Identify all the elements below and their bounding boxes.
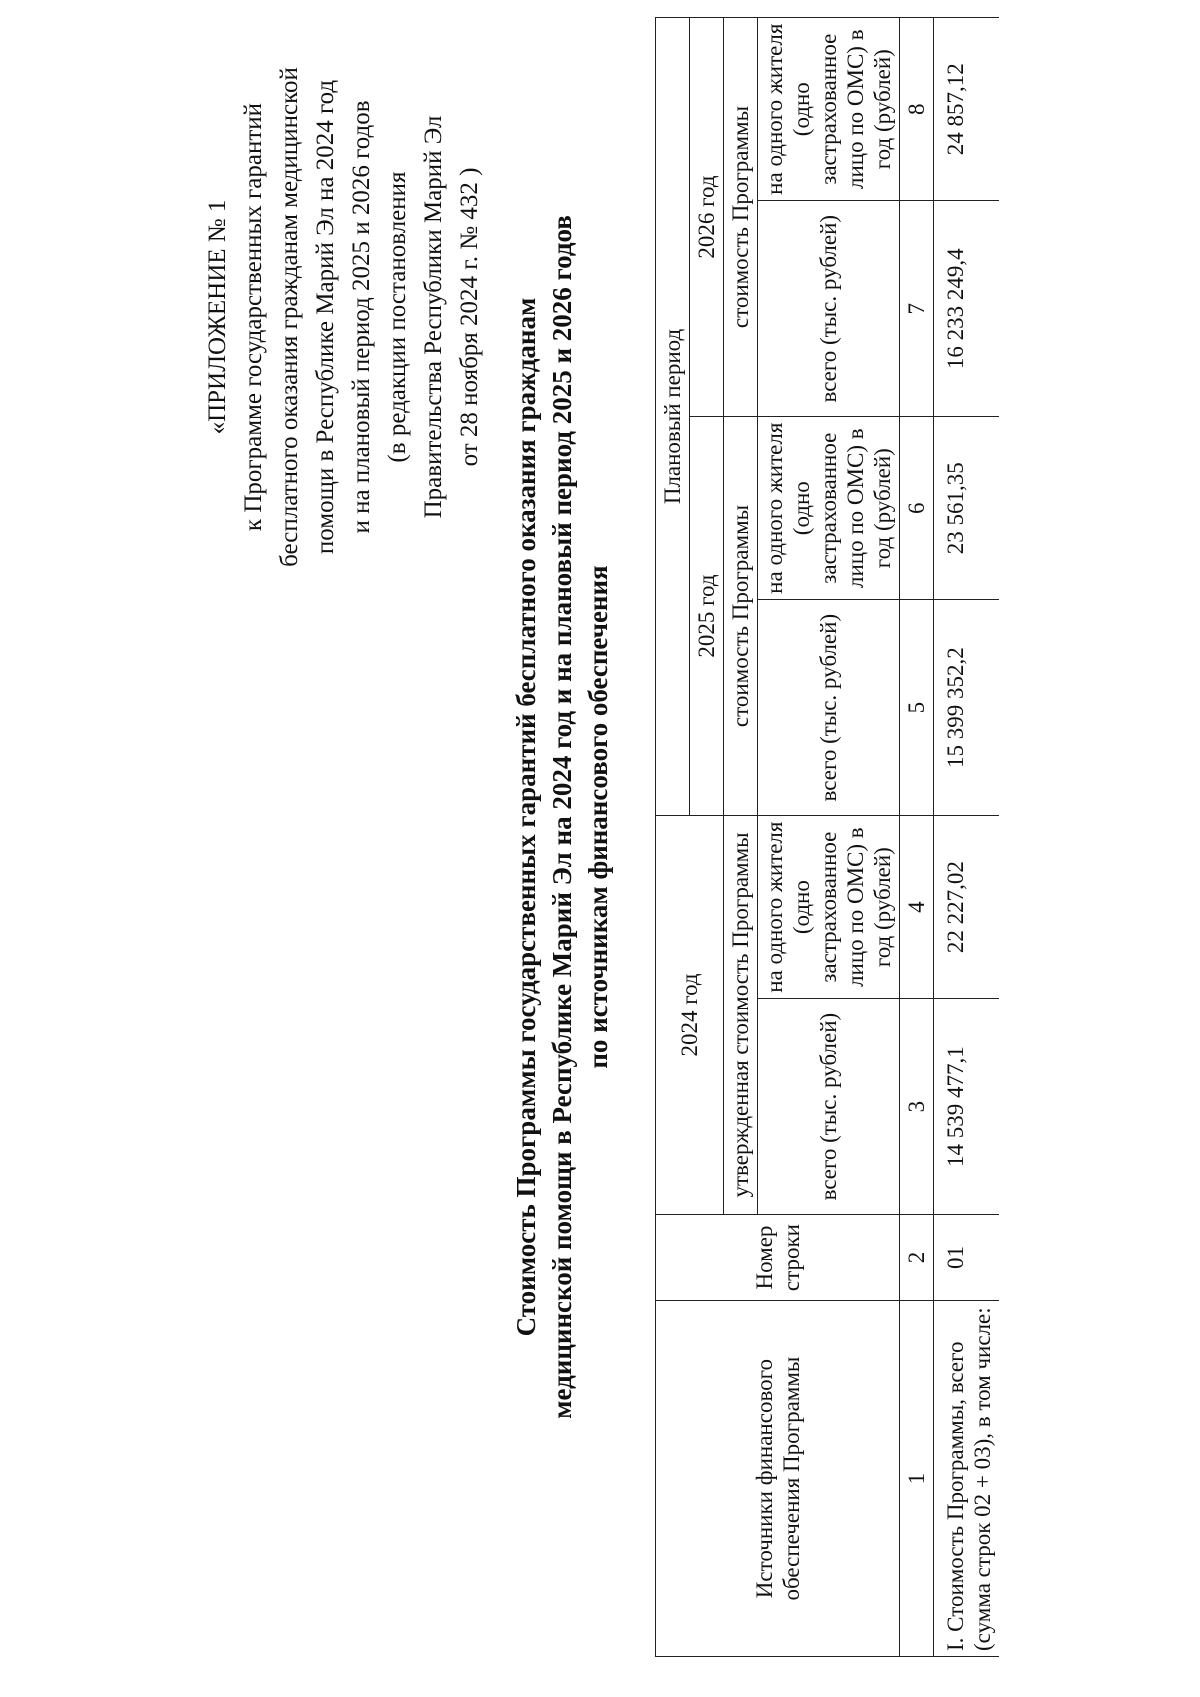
- column-number: 2: [900, 1214, 934, 1300]
- appendix-line: к Программе государственных гарантий: [240, 102, 267, 532]
- row-total-2025: 15 399 352,2: [934, 600, 1000, 816]
- header-total-2024: всего (тыс. рублей): [758, 999, 900, 1215]
- appendix-line: Правительства Республики Марий Эл: [420, 115, 447, 519]
- title-line: медицинской помощи в Республике Марий Эл на 2024 год и на плановый период 2025 и 2026 годов: [547, 215, 577, 1419]
- header-row-number: Номер строки: [656, 1214, 900, 1300]
- appendix-line: от 28 ноября 2024 г. № 432 ): [456, 167, 483, 467]
- document-title: [508, 167, 616, 1467]
- header-per-person-2025: на одного жителя (одно застрахованное лицо по ОМС) в год (рублей): [758, 417, 900, 600]
- header-source: Источники финансового обеспечения Программы: [656, 1301, 900, 1657]
- column-number: 6: [900, 417, 934, 600]
- title-line: Стоимость Программы государственных гарантий бесплатного оказания гражданам: [511, 297, 541, 1337]
- column-number-row: [900, 18, 934, 1657]
- header-planning-period: Плановый период: [656, 18, 690, 816]
- column-number: 4: [900, 815, 934, 998]
- header-per-person-2026: на одного жителя (одно застрахованное лицо по ОМС) в год (рублей): [758, 18, 900, 201]
- appendix-line: и на плановый период 2025 и 2026 годов: [348, 100, 375, 534]
- column-number: 1: [900, 1301, 934, 1657]
- appendix-line: помощи в Республике Марий Эл на 2024 год: [312, 79, 339, 555]
- header-year-2026: 2026 год: [690, 18, 724, 417]
- header-program-cost-2025: стоимость Программы: [724, 417, 758, 816]
- row-number: 01: [934, 1214, 1000, 1300]
- header-total-2026: всего (тыс. рублей): [758, 201, 900, 417]
- header-year-2024: 2024 год: [656, 815, 724, 1214]
- title-line: по источникам финансового обеспечения: [583, 565, 613, 1069]
- column-number: 3: [900, 999, 934, 1215]
- row-per-person-2026: 24 857,12: [934, 18, 1000, 201]
- row-total-2024: 14 539 477,1: [934, 999, 1000, 1215]
- column-number: 8: [900, 18, 934, 201]
- column-number: 5: [900, 600, 934, 816]
- cost-table: [655, 17, 999, 1657]
- appendix-header: [200, 27, 488, 607]
- row-per-person-2025: 23 561,35: [934, 417, 1000, 600]
- appendix-line: «ПРИЛОЖЕНИЕ № 1: [204, 199, 231, 435]
- header-total-2025: всего (тыс. рублей): [758, 600, 900, 816]
- appendix-line: (в редакции постановления: [384, 171, 411, 463]
- row-per-person-2024: 22 227,02: [934, 815, 1000, 998]
- column-number: 7: [900, 201, 934, 417]
- header-per-person-2024: на одного жителя (одно застрахованное лицо по ОМС) в год (рублей): [758, 815, 900, 998]
- header-year-2025: 2025 год: [690, 417, 724, 816]
- row-total-2026: 16 233 249,4: [934, 201, 1000, 417]
- header-approved-cost: утвержденная стоимость Программы: [724, 815, 758, 1214]
- table-row: [934, 18, 1000, 1657]
- header-program-cost-2026: стоимость Программы: [724, 18, 758, 417]
- appendix-line: бесплатного оказания гражданам медицинской: [276, 67, 303, 567]
- row-source: I. Стоимость Программы, всего (сумма строк 02 + 03), в том числе:: [934, 1301, 1000, 1657]
